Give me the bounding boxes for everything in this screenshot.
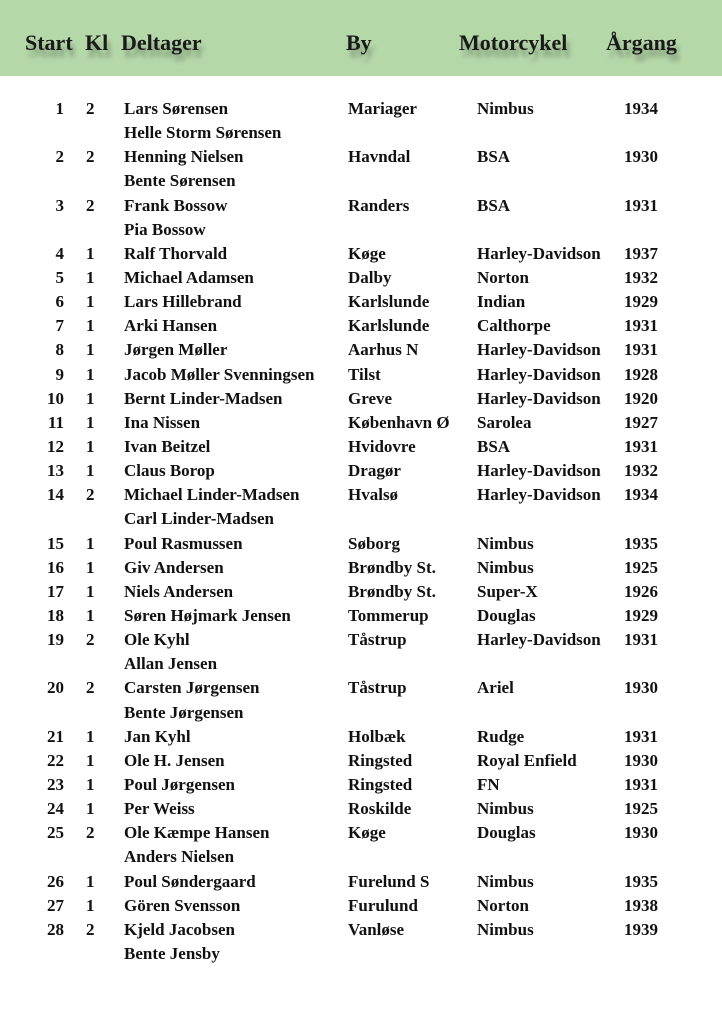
city: Roskilde	[348, 799, 412, 819]
participant-name: Gören Svensson	[124, 895, 241, 915]
participant-name: Claus Borop	[124, 461, 215, 481]
motorcycle: Calthorpe	[477, 316, 551, 336]
participant-name: Frank Bossow	[124, 195, 228, 215]
year: 1931	[624, 340, 658, 360]
participant-name: Arki Hansen	[124, 316, 218, 336]
header-start: Start	[25, 30, 73, 55]
start-number: 14	[47, 485, 64, 505]
header-argang: Årgang	[606, 30, 677, 55]
class: 1	[86, 267, 95, 287]
city: Karlslunde	[348, 316, 430, 336]
year: 1920	[624, 388, 658, 408]
participant-name: Bente Jensby	[124, 943, 220, 963]
start-number: 26	[47, 871, 64, 891]
table-row	[0, 435, 722, 459]
class: 1	[86, 557, 95, 577]
year: 1930	[624, 678, 658, 698]
participant-name: Ralf Thorvald	[124, 243, 228, 263]
class: 2	[86, 99, 95, 118]
start-number: 8	[55, 340, 64, 360]
city: Havndal	[348, 147, 411, 167]
year: 1932	[624, 267, 658, 287]
participant-name: Ole Kæmpe Hansen	[124, 823, 270, 843]
city: Holbæk	[348, 726, 406, 746]
start-number: 18	[47, 605, 64, 625]
class: 1	[86, 581, 95, 601]
table-row	[0, 870, 722, 894]
header-by: By	[346, 30, 372, 55]
start-number: 22	[47, 750, 64, 770]
start-number: 21	[47, 726, 64, 746]
table-row	[0, 338, 722, 362]
class: 1	[86, 895, 95, 915]
table-row	[0, 797, 722, 821]
year: 1929	[624, 605, 658, 625]
class: 1	[86, 243, 95, 263]
table-row	[0, 773, 722, 797]
participant-name: Michael Adamsen	[124, 267, 254, 287]
table-row	[0, 459, 722, 483]
city: Køge	[348, 243, 386, 263]
year: 1932	[624, 461, 658, 481]
motorcycle: Harley-Davidson	[477, 461, 601, 481]
city: Hvalsø	[348, 485, 399, 505]
city: Furulund	[348, 895, 418, 915]
year: 1930	[624, 147, 658, 167]
participant-name: Pia Bossow	[124, 219, 206, 239]
class: 1	[86, 412, 95, 432]
participant-name: Niels Andersen	[124, 581, 234, 601]
table-row	[0, 676, 722, 700]
start-number: 24	[47, 799, 64, 819]
table-row	[0, 821, 722, 845]
participant-name: Ivan Beitzel	[124, 436, 211, 456]
table-row	[0, 363, 722, 387]
class: 1	[86, 799, 95, 819]
year: 1927	[624, 412, 658, 432]
table-row	[0, 507, 722, 531]
participant-name: Anders Nielsen	[124, 847, 235, 867]
table-row	[0, 483, 722, 507]
motorcycle: Sarolea	[477, 412, 532, 432]
participant-name: Søren Højmark Jensen	[124, 605, 291, 625]
table-row	[0, 604, 722, 628]
start-number: 10	[47, 388, 64, 408]
table-row	[0, 411, 722, 435]
class: 1	[86, 388, 95, 408]
start-number: 23	[47, 774, 64, 794]
start-number: 9	[55, 364, 64, 384]
start-number: 17	[47, 581, 64, 601]
table-row	[0, 845, 722, 869]
motorcycle: Super-X	[477, 581, 538, 601]
year: 1930	[624, 823, 658, 843]
motorcycle: Ariel	[477, 678, 514, 698]
table-row	[0, 266, 722, 290]
participant-name: Carl Linder-Madsen	[124, 509, 275, 529]
participant-name: Per Weiss	[124, 799, 195, 819]
class: 1	[86, 340, 95, 360]
table-row	[0, 556, 722, 580]
class: 2	[86, 195, 95, 215]
year: 1934	[624, 485, 658, 505]
table-row	[0, 121, 722, 145]
year: 1928	[624, 364, 658, 384]
class: 2	[86, 678, 95, 698]
city: Karlslunde	[348, 292, 430, 312]
motorcycle: Harley-Davidson	[477, 485, 601, 505]
class: 1	[86, 605, 95, 625]
year: 1931	[624, 195, 658, 215]
table-row	[0, 725, 722, 749]
city: Søborg	[348, 533, 400, 553]
class: 2	[86, 147, 95, 167]
city: Randers	[348, 195, 410, 215]
motorcycle: Harley-Davidson	[477, 340, 601, 360]
start-number: 7	[55, 316, 64, 336]
table-header	[0, 0, 722, 76]
city: Tilst	[348, 364, 381, 384]
year: 1935	[624, 533, 658, 553]
city: Tåstrup	[348, 678, 407, 698]
participant-name: Poul Jørgensen	[124, 774, 235, 794]
city: Furelund S	[348, 871, 430, 891]
table-row	[0, 749, 722, 773]
start-number: 2	[55, 147, 64, 167]
city: Ringsted	[348, 750, 413, 770]
participant-name: Carsten Jørgensen	[124, 678, 260, 698]
start-number: 5	[55, 267, 64, 287]
motorcycle: Nimbus	[477, 557, 534, 577]
class: 1	[86, 750, 95, 770]
motorcycle: BSA	[477, 195, 511, 215]
year: 1926	[624, 581, 658, 601]
motorcycle: BSA	[477, 147, 511, 167]
start-number: 20	[47, 678, 64, 698]
start-number: 19	[47, 630, 64, 650]
motorcycle: Harley-Davidson	[477, 243, 601, 263]
year: 1931	[624, 316, 658, 336]
motorcycle: Norton	[477, 267, 529, 287]
start-number: 12	[47, 436, 64, 456]
year: 1931	[624, 774, 658, 794]
start-number: 1	[55, 99, 64, 118]
start-number: 16	[47, 557, 64, 577]
table-row	[0, 314, 722, 338]
table-row	[0, 169, 722, 193]
city: Hvidovre	[348, 436, 416, 456]
participant-name: Lars Hillebrand	[124, 292, 242, 312]
city: Greve	[348, 388, 393, 408]
city: København Ø	[348, 412, 450, 432]
table-row	[0, 194, 722, 218]
class: 1	[86, 364, 95, 384]
table-row	[0, 628, 722, 652]
participant-name: Giv Andersen	[124, 557, 224, 577]
table-row	[0, 290, 722, 314]
participant-name: Helle Storm Sørensen	[124, 123, 282, 143]
table-row	[0, 387, 722, 411]
motorcycle: Royal Enfield	[477, 750, 577, 770]
table-row	[0, 652, 722, 676]
city: Dalby	[348, 267, 392, 287]
table-row	[0, 580, 722, 604]
class: 1	[86, 533, 95, 553]
participant-name: Poul Søndergaard	[124, 871, 256, 891]
participant-name: Kjeld Jacobsen	[124, 919, 235, 939]
start-number: 6	[55, 292, 64, 312]
participant-name: Bernt Linder-Madsen	[124, 388, 283, 408]
year: 1925	[624, 799, 658, 819]
participant-name: Henning Nielsen	[124, 147, 244, 167]
year: 1934	[624, 99, 658, 118]
motorcycle: Nimbus	[477, 919, 534, 939]
class: 1	[86, 871, 95, 891]
participant-name: Bente Sørensen	[124, 171, 236, 191]
header-kl: Kl	[85, 30, 109, 55]
motorcycle: Harley-Davidson	[477, 630, 601, 650]
year: 1937	[624, 243, 658, 263]
table-row	[0, 242, 722, 266]
motorcycle: Nimbus	[477, 871, 534, 891]
class: 1	[86, 436, 95, 456]
header-deltager: Deltager	[121, 30, 202, 55]
class: 1	[86, 461, 95, 481]
table-row	[0, 532, 722, 556]
table-row	[0, 918, 722, 942]
motorcycle: Harley-Davidson	[477, 388, 601, 408]
participant-name: Jan Kyhl	[124, 726, 191, 746]
motorcycle: Nimbus	[477, 99, 534, 118]
motorcycle: Nimbus	[477, 799, 534, 819]
participant-name: Ole H. Jensen	[124, 750, 225, 770]
start-number: 27	[47, 895, 64, 915]
year: 1935	[624, 871, 658, 891]
city: Brøndby St.	[348, 581, 436, 601]
motorcycle: FN	[477, 774, 500, 794]
class: 2	[86, 919, 95, 939]
year: 1930	[624, 750, 658, 770]
participant-name: Jørgen Møller	[124, 340, 228, 360]
city: Brøndby St.	[348, 557, 436, 577]
motorcycle: Douglas	[477, 823, 536, 843]
table-row	[0, 218, 722, 242]
table-row	[0, 145, 722, 169]
participant-name: Jacob Møller Svenningsen	[124, 364, 315, 384]
city: Ringsted	[348, 774, 413, 794]
city: Mariager	[348, 99, 417, 118]
start-number: 28	[47, 919, 64, 939]
class: 2	[86, 823, 95, 843]
year: 1938	[624, 895, 658, 915]
table-row	[0, 894, 722, 918]
participant-table	[0, 97, 722, 966]
table-row	[0, 97, 722, 121]
start-number: 3	[55, 195, 64, 215]
table-row	[0, 701, 722, 725]
class: 2	[86, 485, 95, 505]
participant-name: Lars Sørensen	[124, 99, 229, 118]
motorcycle: Harley-Davidson	[477, 364, 601, 384]
start-number: 25	[47, 823, 64, 843]
start-number: 13	[47, 461, 64, 481]
start-number: 11	[47, 412, 64, 432]
city: Vanløse	[348, 919, 405, 939]
table-row	[0, 942, 722, 966]
class: 1	[86, 726, 95, 746]
city: Dragør	[348, 461, 401, 481]
header-motorcykel: Motorcykel	[459, 30, 568, 55]
motorcycle: Norton	[477, 895, 529, 915]
city: Tåstrup	[348, 630, 407, 650]
participant-name: Ole Kyhl	[124, 630, 190, 650]
class: 1	[86, 316, 95, 336]
city: Tommerup	[348, 605, 429, 625]
start-number: 15	[47, 533, 64, 553]
year: 1925	[624, 557, 658, 577]
motorcycle: Indian	[477, 292, 526, 312]
year: 1931	[624, 630, 658, 650]
city: Aarhus N	[348, 340, 419, 360]
participant-name: Bente Jørgensen	[124, 702, 244, 722]
participant-name: Michael Linder-Madsen	[124, 485, 300, 505]
class: 2	[86, 630, 95, 650]
motorcycle: Douglas	[477, 605, 536, 625]
participant-name: Allan Jensen	[124, 654, 218, 674]
participant-name: Ina Nissen	[124, 412, 201, 432]
class: 1	[86, 774, 95, 794]
year: 1939	[624, 919, 658, 939]
motorcycle: Rudge	[477, 726, 525, 746]
city: Køge	[348, 823, 386, 843]
year: 1929	[624, 292, 658, 312]
motorcycle: BSA	[477, 436, 511, 456]
participant-name: Poul Rasmussen	[124, 533, 243, 553]
year: 1931	[624, 436, 658, 456]
motorcycle: Nimbus	[477, 533, 534, 553]
start-number: 4	[55, 243, 64, 263]
class: 1	[86, 292, 95, 312]
year: 1931	[624, 726, 658, 746]
